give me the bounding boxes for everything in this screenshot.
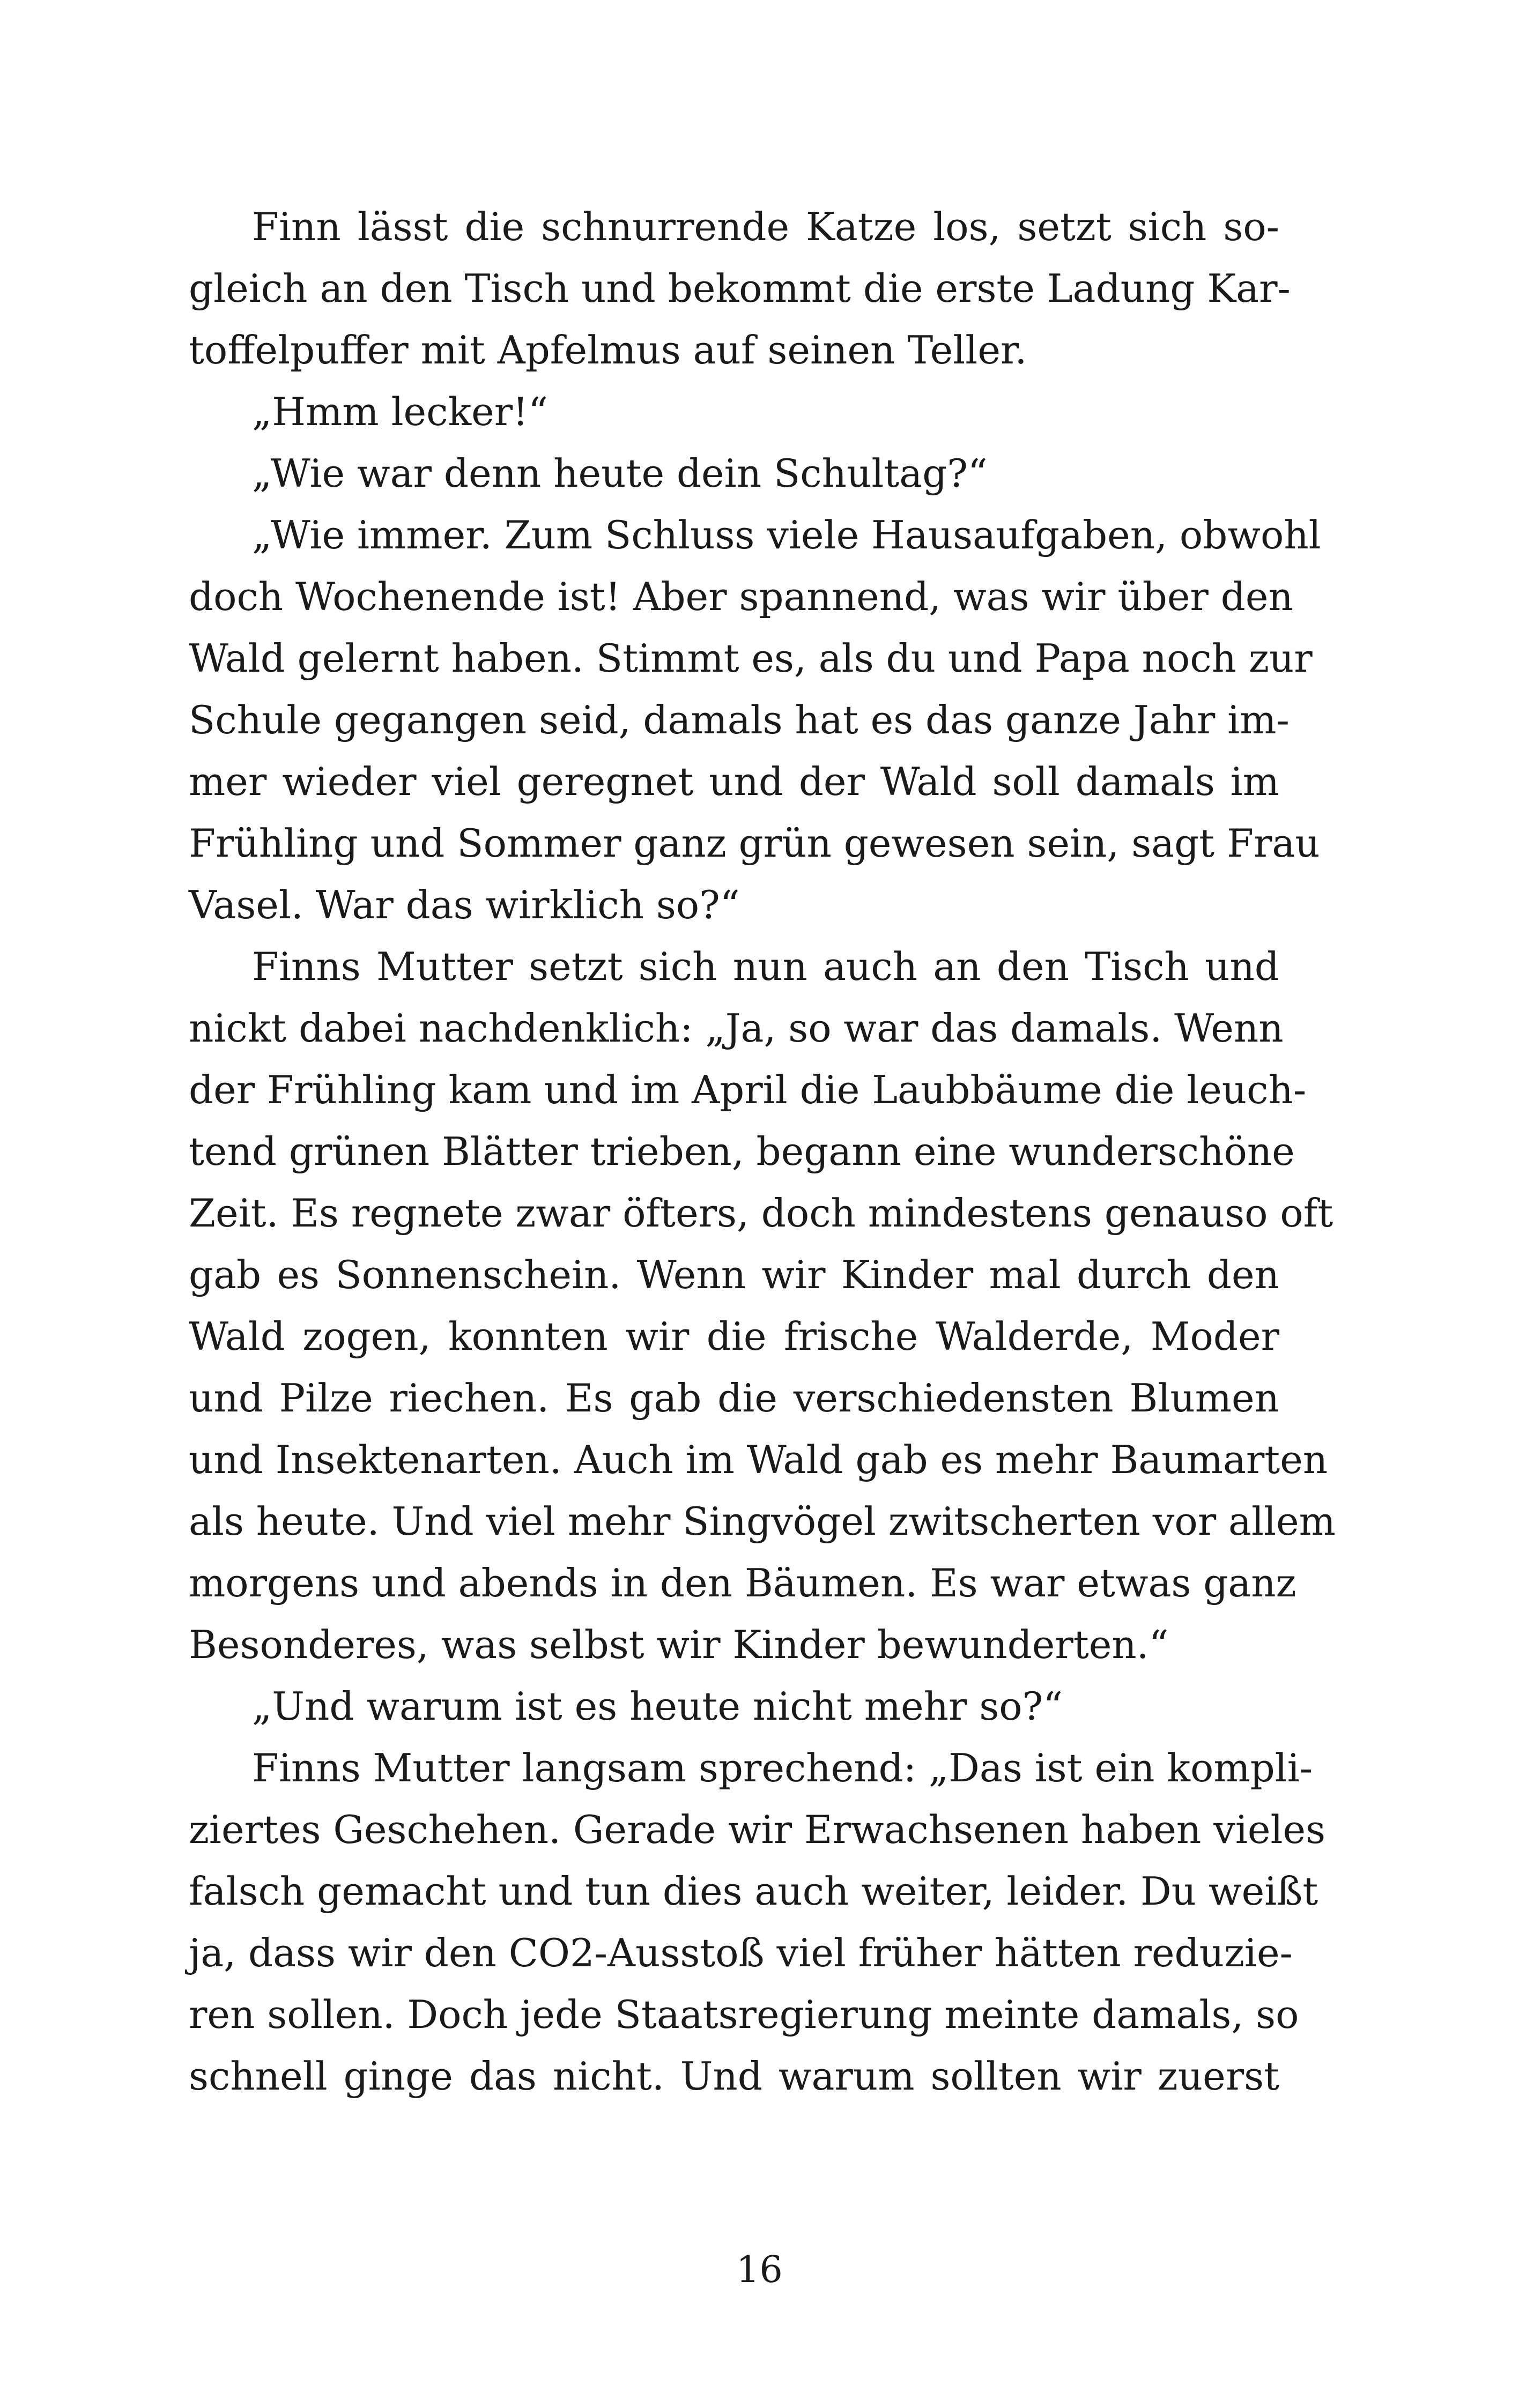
text-line: mer wieder viel geregnet und der Wald soll damals im [189,759,1279,804]
text-line: gleich an den Tisch und bekommt die erste Ladung Kar- [189,266,1291,311]
text-line: falsch gemacht und tun dies auch weiter, leider. Du weißt [189,1869,1318,1914]
text-line: Zeit. Es regnete zwar öfters, doch mindestens genauso oft [189,1191,1333,1236]
text-line: ren sollen. Doch jede Staatsregierung meinte damals, so [189,1992,1299,2037]
text-line-paragraph-start: Finns Mutter setzt sich nun auch an den Tisch und [252,944,1279,989]
text-line-paragraph-start: „Wie immer. Zum Schluss viele Hausaufgaben, obwohl [252,512,1321,558]
text-line: und Pilze riechen. Es gab die verschiedensten Blumen [189,1376,1279,1421]
text-line: tend grünen Blätter trieben, begann eine wunderschöne [189,1129,1295,1174]
page-number: 16 [736,2249,783,2291]
text-line: schnell ginge das nicht. Und warum sollten wir zuerst [189,2054,1279,2099]
text-line-paragraph-start: Finn lässt die schnurrende Katze los, setzt sich so- [252,204,1279,249]
text-line: Schule gegangen seid, damals hat es das ganze Jahr im- [189,697,1290,742]
text-line-dialogue: „Und warum ist es heute nicht mehr so?“ [252,1684,1063,1729]
text-line: morgens und abends in den Bäumen. Es war etwas ganz [189,1560,1296,1606]
text-line: nickt dabei nachdenklich: „Ja, so war das damals. Wenn [189,1006,1284,1051]
text-line: der Frühling kam und im April die Laubbäume die leuch- [189,1067,1307,1112]
text-line: ziertes Geschehen. Gerade wir Erwachsenen haben vieles [189,1807,1326,1852]
text-line-paragraph-end: Vasel. War das wirklich so?“ [189,882,740,927]
text-line: gab es Sonnenschein. Wenn wir Kinder mal durch den [189,1252,1279,1297]
text-line-paragraph-start: Finns Mutter langsam sprechend: „Das ist ein kompli- [252,1745,1313,1790]
text-line-paragraph-end: toffelpuffer mit Apfelmus auf seinen Teller. [189,328,1027,373]
text-line: doch Wochenende ist! Aber spannend, was wir über den [189,574,1293,619]
text-line-dialogue: „Hmm lecker!“ [252,389,548,434]
text-line: als heute. Und viel mehr Singvögel zwitscherten vor allem [189,1499,1336,1544]
text-line: Wald gelernt haben. Stimmt es, als du und Papa noch zur [189,636,1313,681]
text-line-paragraph-end: Besonderes, was selbst wir Kinder bewunderten.“ [189,1622,1169,1667]
text-line: Wald zogen, konnten wir die frische Walderde, Moder [189,1314,1279,1359]
text-line-dialogue: „Wie war denn heute dein Schultag?“ [252,451,988,496]
body-text [189,196,1336,2107]
text-line: ja, dass wir den CO2-Ausstoß viel früher hätten reduzie- [189,1930,1293,1975]
text-line: Frühling und Sommer ganz grün gewesen sein, sagt Frau [189,821,1320,866]
text-line: und Insektenarten. Auch im Wald gab es mehr Baumarten [189,1437,1328,1482]
